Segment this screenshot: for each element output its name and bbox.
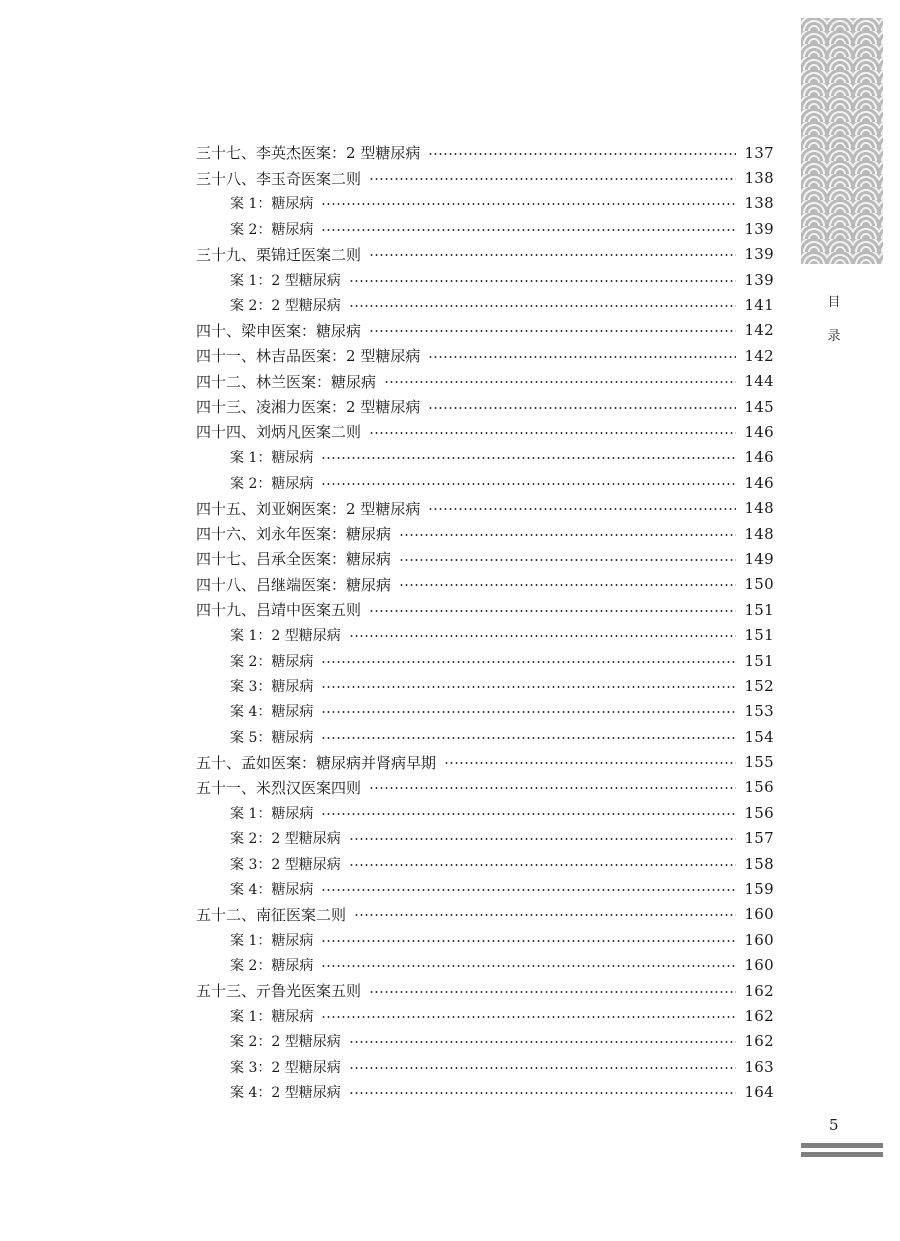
- toc-sub-entry[interactable]: [196, 724, 774, 749]
- dot-leader: [349, 1067, 737, 1069]
- toc-sub-entry[interactable]: [196, 216, 774, 241]
- toc-entry[interactable]: [196, 978, 774, 1003]
- toc-entry-page: 162: [744, 1006, 774, 1025]
- dot-leader: [321, 940, 736, 942]
- dot-leader: [369, 178, 736, 180]
- toc-entry-title: 案 1：糖尿病: [230, 805, 314, 822]
- toc-sub-entry[interactable]: [196, 1029, 774, 1054]
- toc-entry-page: 160: [744, 930, 774, 949]
- toc-entry[interactable]: [196, 343, 774, 368]
- dot-leader: [321, 711, 736, 713]
- toc-entry-title: 五十二、南征医案二则: [196, 905, 347, 924]
- toc-entry-page: 144: [744, 372, 774, 391]
- toc-entry[interactable]: [196, 318, 774, 343]
- dot-leader: [428, 508, 736, 510]
- toc-entry[interactable]: [196, 369, 774, 394]
- toc-entry-title: 四十七、吕承全医案：糖尿病: [196, 550, 392, 569]
- toc-sub-entry[interactable]: [196, 699, 774, 724]
- dot-leader: [369, 991, 736, 993]
- toc-entry-title: 案 4：2 型糖尿病: [230, 1085, 341, 1102]
- toc-entry-title: 案 1：2 型糖尿病: [230, 628, 341, 645]
- toc-entry-title: 五十三、亓鲁光医案五则: [196, 982, 362, 1001]
- toc-entry-title: 四十四、刘炳凡医案二则: [196, 423, 362, 442]
- dot-leader: [349, 864, 737, 866]
- toc-entry-title: 三十九、栗锦迁医案二则: [196, 245, 362, 264]
- toc-entry-page: 151: [744, 626, 774, 645]
- toc-sub-entry[interactable]: [196, 622, 774, 647]
- toc-sub-entry[interactable]: [196, 876, 774, 901]
- toc-entry-title: 案 2：糖尿病: [230, 958, 314, 975]
- toc-entry-title: 四十一、林吉品医案：2 型糖尿病: [196, 347, 421, 366]
- toc-entry-page: 151: [744, 651, 774, 670]
- toc-sub-entry[interactable]: [196, 267, 774, 292]
- toc-sub-entry[interactable]: [196, 445, 774, 470]
- toc-entry-title: 案 1：2 型糖尿病: [230, 272, 341, 289]
- table-of-contents: [196, 140, 774, 1105]
- dot-leader: [369, 254, 736, 256]
- dot-leader: [384, 381, 736, 383]
- decorative-wave-pattern: [801, 18, 883, 264]
- toc-sub-entry[interactable]: [196, 648, 774, 673]
- dot-leader: [321, 889, 736, 891]
- dot-leader: [349, 280, 737, 282]
- toc-entry-page: 138: [744, 194, 774, 213]
- toc-entry-page: 139: [744, 219, 774, 238]
- toc-entry-title: 案 2：2 型糖尿病: [230, 298, 341, 315]
- footer-decorative-bars: [801, 1143, 883, 1161]
- toc-entry-title: 四十三、凌湘力医案：2 型糖尿病: [196, 398, 421, 417]
- dot-leader: [369, 610, 736, 612]
- toc-entry[interactable]: [196, 572, 774, 597]
- toc-entry-title: 三十七、李英杰医案：2 型糖尿病: [196, 144, 421, 163]
- toc-entry-page: 151: [744, 600, 774, 619]
- toc-entry-title: 案 4：糖尿病: [230, 882, 314, 899]
- toc-entry-title: 案 1：糖尿病: [230, 1008, 314, 1025]
- dot-leader: [399, 559, 736, 561]
- toc-sub-entry[interactable]: [196, 470, 774, 495]
- dot-leader: [369, 787, 736, 789]
- toc-sub-entry[interactable]: [196, 292, 774, 317]
- toc-sub-entry[interactable]: [196, 953, 774, 978]
- toc-entry-page: 160: [744, 905, 774, 924]
- footer-bar: [801, 1152, 883, 1157]
- toc-sub-entry[interactable]: [196, 1054, 774, 1079]
- toc-entry-page: 146: [744, 473, 774, 492]
- dot-leader: [321, 965, 736, 967]
- dot-leader: [321, 483, 736, 485]
- toc-entry[interactable]: [196, 521, 774, 546]
- toc-entry[interactable]: [196, 140, 774, 165]
- toc-entry-page: 142: [744, 346, 774, 365]
- toc-entry-title: 案 3：2 型糖尿病: [230, 856, 341, 873]
- dot-leader: [321, 737, 736, 739]
- dot-leader: [349, 305, 737, 307]
- toc-entry-page: 157: [744, 829, 774, 848]
- toc-entry[interactable]: [196, 597, 774, 622]
- toc-entry-page: 163: [744, 1057, 774, 1076]
- toc-entry-page: 139: [744, 245, 774, 264]
- toc-entry-page: 152: [744, 676, 774, 695]
- dot-leader: [354, 914, 736, 916]
- toc-entry-title: 四十二、林兰医案：糖尿病: [196, 372, 377, 391]
- toc-entry-page: 137: [744, 143, 774, 162]
- dot-leader: [321, 686, 736, 688]
- toc-entry-title: 四十、梁申医案：糖尿病: [196, 321, 362, 340]
- toc-entry-title: 四十六、刘永年医案：糖尿病: [196, 525, 392, 544]
- dot-leader: [321, 813, 736, 815]
- dot-leader: [321, 1016, 736, 1018]
- toc-entry[interactable]: [196, 546, 774, 571]
- dot-leader: [349, 1041, 737, 1043]
- toc-entry-page: 146: [744, 448, 774, 467]
- toc-entry-page: 156: [744, 778, 774, 797]
- toc-entry-title: 三十八、李玉奇医案二则: [196, 169, 362, 188]
- toc-entry-title: 案 2：糖尿病: [230, 221, 314, 238]
- toc-entry-page: 158: [744, 854, 774, 873]
- toc-entry-title: 案 2：2 型糖尿病: [230, 831, 341, 848]
- toc-entry-title: 五十一、米烈汉医案四则: [196, 778, 362, 797]
- toc-sub-entry[interactable]: [196, 851, 774, 876]
- dot-leader: [369, 432, 736, 434]
- toc-entry[interactable]: [196, 394, 774, 419]
- toc-sub-entry[interactable]: [196, 673, 774, 698]
- toc-entry-title: 案 1：糖尿病: [230, 450, 314, 467]
- toc-entry-page: 153: [744, 702, 774, 721]
- toc-entry-page: 139: [744, 270, 774, 289]
- dot-leader: [349, 838, 737, 840]
- page-number: 5: [829, 1116, 839, 1134]
- toc-sub-entry[interactable]: [196, 800, 774, 825]
- dot-leader: [369, 330, 736, 332]
- toc-entry-page: 142: [744, 321, 774, 340]
- dot-leader: [428, 153, 736, 155]
- toc-entry-page: 155: [744, 753, 774, 772]
- toc-entry-page: 160: [744, 956, 774, 975]
- toc-entry-page: 162: [744, 981, 774, 1000]
- toc-entry-title: 四十五、刘亚娴医案：2 型糖尿病: [196, 499, 421, 518]
- toc-entry-page: 159: [744, 880, 774, 899]
- toc-entry-title: 四十八、吕继端医案：糖尿病: [196, 575, 392, 594]
- toc-entry-page: 162: [744, 1032, 774, 1051]
- dot-leader: [428, 356, 736, 358]
- toc-entry-page: 148: [744, 524, 774, 543]
- toc-entry-page: 138: [744, 169, 774, 188]
- toc-entry[interactable]: [196, 165, 774, 190]
- dot-leader: [444, 762, 736, 764]
- side-section-label: 目录: [827, 295, 841, 344]
- toc-entry[interactable]: [196, 242, 774, 267]
- dot-leader: [428, 407, 736, 409]
- toc-sub-entry[interactable]: [196, 826, 774, 851]
- dot-leader: [349, 1092, 737, 1094]
- toc-entry-title: 五十、孟如医案：糖尿病并肾病早期: [196, 753, 437, 772]
- toc-entry-title: 案 1：糖尿病: [230, 196, 314, 213]
- toc-sub-entry[interactable]: [196, 191, 774, 216]
- dot-leader: [321, 661, 736, 663]
- toc-entry[interactable]: [196, 749, 774, 774]
- toc-entry-title: 案 2：2 型糖尿病: [230, 1034, 341, 1051]
- toc-entry-title: 案 3：糖尿病: [230, 678, 314, 695]
- toc-entry-page: 145: [744, 397, 774, 416]
- toc-sub-entry[interactable]: [196, 1079, 774, 1104]
- toc-entry-title: 案 5：糖尿病: [230, 729, 314, 746]
- toc-sub-entry[interactable]: [196, 927, 774, 952]
- toc-entry-title: 案 3：2 型糖尿病: [230, 1059, 341, 1076]
- toc-entry-page: 156: [744, 803, 774, 822]
- toc-entry-title: 案 4：糖尿病: [230, 704, 314, 721]
- toc-entry-page: 164: [744, 1083, 774, 1102]
- dot-leader: [399, 584, 736, 586]
- dot-leader: [349, 635, 737, 637]
- toc-entry-title: 四十九、吕靖中医案五则: [196, 601, 362, 620]
- toc-entry[interactable]: [196, 902, 774, 927]
- toc-entry-page: 148: [744, 499, 774, 518]
- toc-entry-page: 154: [744, 727, 774, 746]
- toc-entry[interactable]: [196, 495, 774, 520]
- dot-leader: [321, 203, 736, 205]
- toc-entry-title: 案 1：糖尿病: [230, 932, 314, 949]
- dot-leader: [399, 534, 736, 536]
- toc-sub-entry[interactable]: [196, 1003, 774, 1028]
- toc-entry-page: 149: [744, 549, 774, 568]
- toc-entry[interactable]: [196, 419, 774, 444]
- toc-entry-title: 案 2：糖尿病: [230, 475, 314, 492]
- toc-entry-title: 案 2：糖尿病: [230, 653, 314, 670]
- dot-leader: [321, 229, 736, 231]
- toc-entry-page: 150: [744, 575, 774, 594]
- toc-entry-page: 146: [744, 422, 774, 441]
- footer-bar: [801, 1143, 883, 1148]
- dot-leader: [321, 457, 736, 459]
- toc-entry-page: 141: [744, 296, 774, 315]
- toc-entry[interactable]: [196, 775, 774, 800]
